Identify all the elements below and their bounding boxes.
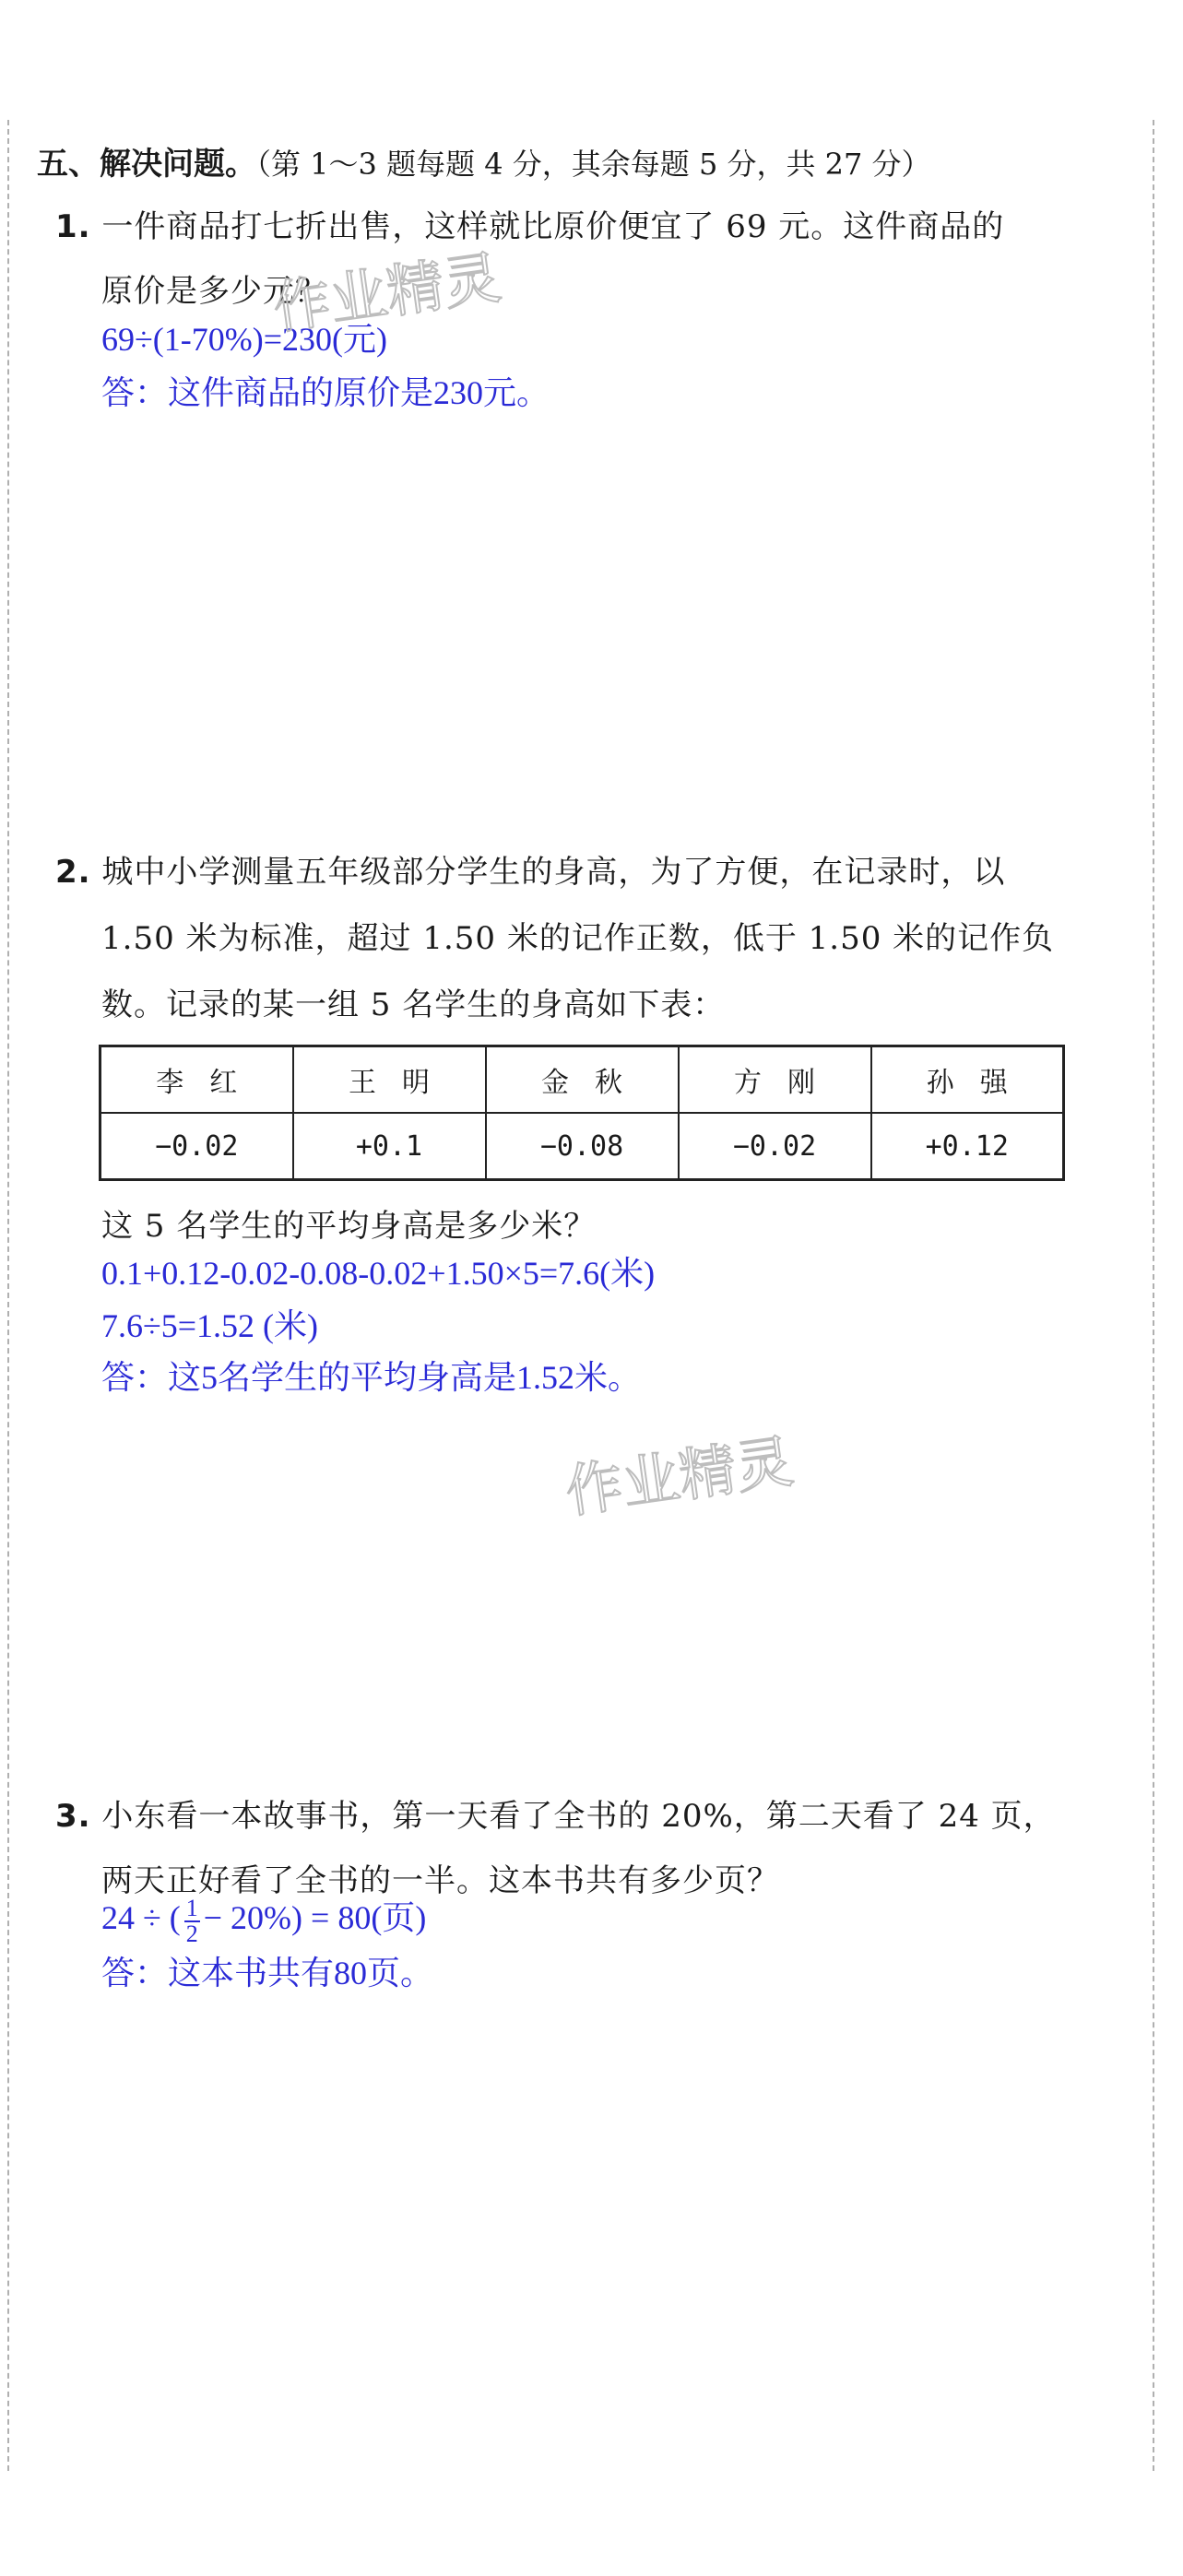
table-header-cell: 孙强 bbox=[871, 1046, 1064, 1114]
q1-line1 bbox=[55, 201, 1004, 246]
table-header-cell: 王明 bbox=[293, 1046, 486, 1114]
q3-number: 3. bbox=[55, 1798, 91, 1835]
fraction-numerator: 1 bbox=[185, 1894, 198, 1921]
table-header-row bbox=[101, 1046, 1064, 1114]
q3-text-line1: 小东看一本故事书，第一天看了全书的 20%，第二天看了 24 页， bbox=[101, 1798, 1056, 1835]
q3-answer-suffix: − 20%) = 80(页) bbox=[203, 1899, 427, 1936]
table-value-row bbox=[101, 1113, 1064, 1180]
q3-answer-text: 答：这本书共有80页。 bbox=[101, 1955, 434, 1991]
q3-answer-prefix: 24 ÷ ( bbox=[101, 1899, 181, 1936]
section-score-note: （第 1～3 题每题 4 分，其余每题 5 分，共 27 分） bbox=[256, 147, 931, 182]
table-header-cell: 金秋 bbox=[486, 1046, 679, 1114]
section-title bbox=[37, 138, 931, 183]
q1-text-line1: 一件商品打七折出售，这样就比原价便宜了 69 元。这件商品的 bbox=[101, 208, 1005, 245]
q2-answer-text: 答：这5名学生的平均身高是1.52米。 bbox=[101, 1359, 642, 1396]
table-value-cell: +0.1 bbox=[293, 1113, 486, 1180]
section-heading: 五、解决问题。 bbox=[37, 146, 256, 183]
watermark-logo: 作业精灵 bbox=[268, 243, 505, 342]
q1-answer-calc: 69÷(1-70%)=230(元) bbox=[101, 321, 387, 358]
q1-answer-text: 答：这件商品的原价是230元。 bbox=[101, 374, 550, 411]
table-value-cell: +0.12 bbox=[871, 1113, 1064, 1180]
q2-text-line1: 城中小学测量五年级部分学生的身高，为了方便，在记录时，以 bbox=[101, 854, 1006, 891]
table-value-cell: −0.08 bbox=[486, 1113, 679, 1180]
q2-text-line3: 数。记录的某一组 5 名学生的身高如下表： bbox=[101, 987, 726, 1023]
q2-answer-calc2: 7.6÷5=1.52 (米) bbox=[101, 1307, 319, 1344]
q3-text-line2: 两天正好看了全书的一半。这本书共有多少页？ bbox=[101, 1862, 779, 1899]
fraction-one-half bbox=[184, 1894, 200, 1947]
height-table bbox=[99, 1045, 1065, 1181]
watermark-logo: 作业精灵 bbox=[561, 1427, 798, 1526]
left-dashed-margin bbox=[7, 120, 9, 2471]
q2-number: 2. bbox=[55, 854, 91, 891]
q2-question: 这 5 名学生的平均身高是多少米？ bbox=[101, 1208, 597, 1245]
q2-answer-calc1: 0.1+0.12-0.02-0.08-0.02+1.50×5=7.6(米) bbox=[101, 1255, 656, 1292]
q3-line1 bbox=[55, 1790, 1056, 1836]
table-value-cell: −0.02 bbox=[679, 1113, 871, 1180]
table-header-cell: 方刚 bbox=[679, 1046, 871, 1114]
q3-answer-calc bbox=[101, 1892, 426, 1946]
right-dashed-margin bbox=[1153, 120, 1154, 2471]
q2-text-line2: 1.50 米为标准，超过 1.50 米的记作正数，低于 1.50 米的记作负 bbox=[101, 920, 1055, 957]
q1-number: 1. bbox=[55, 208, 91, 245]
q2-line1 bbox=[55, 846, 1005, 892]
table-value-cell: −0.02 bbox=[101, 1113, 293, 1180]
q1-text-line2: 原价是多少元？ bbox=[101, 273, 327, 310]
table-header-cell: 李红 bbox=[101, 1046, 293, 1114]
fraction-denominator: 2 bbox=[185, 1920, 198, 1947]
